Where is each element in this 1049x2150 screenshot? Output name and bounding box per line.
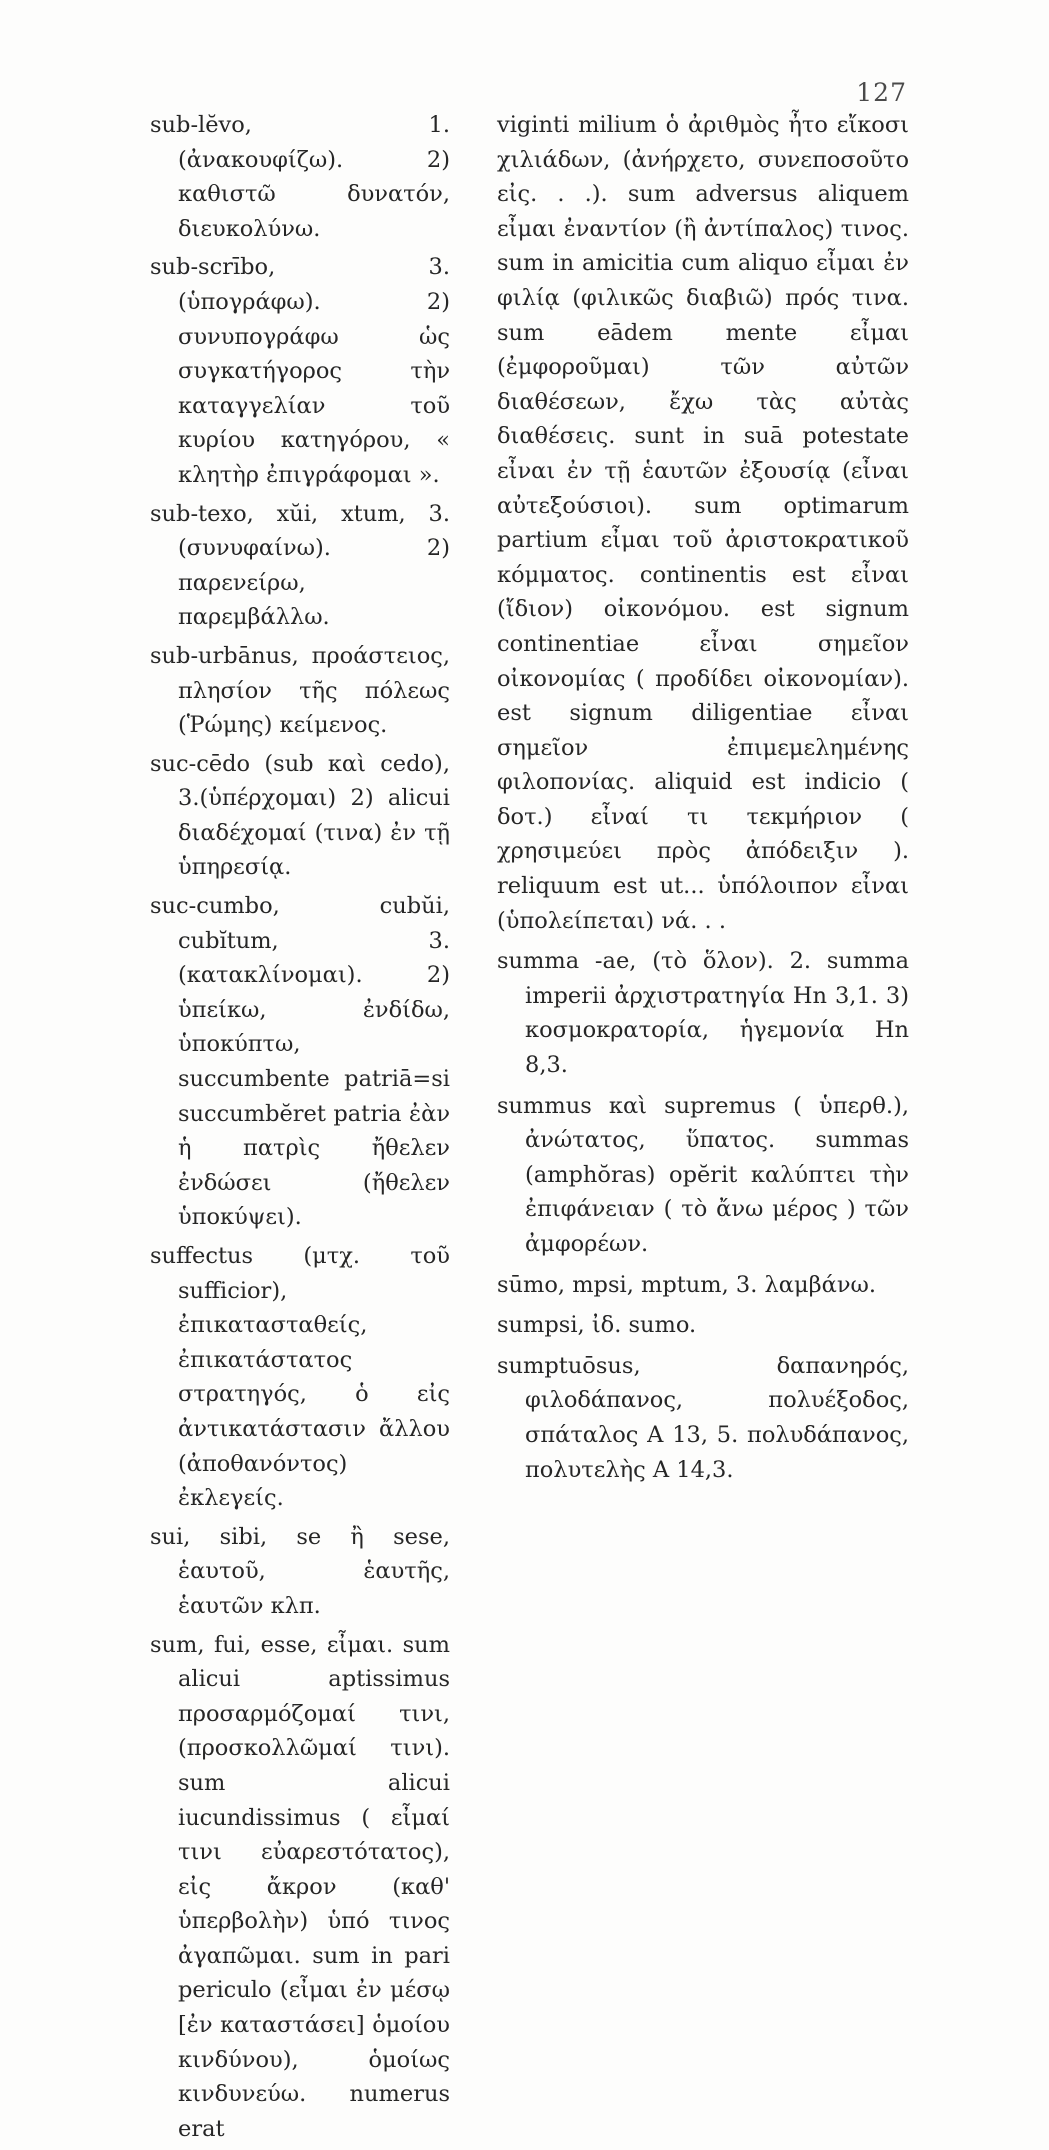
dictionary-entry-continuation: viginti milium ὁ ἀριθμὸς ἦτο εἴκοσι χιλιάδων, (ἀνήρχετο, συνεποσοῦτο εἰς. . .). sum adversus aliquem εἶμαι ἐναντίον (ἢ ἀντίπαλος) τινος. sum in amicitia cum aliquo εἶμαι ἐν φιλίᾳ (φιλικῶς διαβιῶ) πρός τινα. sum eādem mente εἶμαι (ἐμφοροῦμαι) τῶν αὐτῶν διαθέσεων, ἔχω τὰς αὐτὰς διαθέσεις. sunt in suā potestate εἶναι ἐν τῇ ἑαυτῶν ἐξουσίᾳ (εἶναι αὐτεξούσιοι). sum optimarum partium εἶμαι τοῦ ἀριστοκρατικοῦ κόμματος. continentis est εἶναι (ἴδιον) οἰκονόμου. est signum continentiae εἶναι σημεῖον οἰκονομίας ( προδίδει οἰκονομίαν). est signum diligentiae εἶναι σημεῖον ἐπιμεμελημένης φιλοπονίας. aliquid est indicio ( δοτ.) εἶναί τι τεκμήριον ( χρησιμεύει πρὸς ἀπόδειξιν ). reliquum est ut... ὑπόλοιπον εἶναι (ὑπολείπεται) νά. . . xyxy=(497,112,909,934)
dictionary-entry: sūmo, mpsi, mptum, 3. λαμβάνω. xyxy=(497,1271,876,1298)
dictionary-entry: suc-cumbo, cubŭi, cubĭtum, 3. (κατακλίνομαι). 2) ὑπείκω, ἐνδίδω, ὑποκύπτω, succumbente patriā=si succumbĕret patria ἐὰν ἡ πατρὶς ἤθελεν ἐνδώσει (ἤθελεν ὑποκύψει). xyxy=(150,893,450,1231)
dictionary-entry: summus καὶ supremus ( ὑπερθ.), ἀνώτατος, ὕπατος. summas (amphŏras) opĕrit καλύπτει τὴν ἐπιφάνειαν ( τὸ ἄνω μέρος ) τῶν ἀμφορέων. xyxy=(497,1092,909,1257)
dictionary-entry: sum, fui, esse, εἶμαι. sum alicui aptissimus προσαρμόζομαί τινι, (προσκολλῶμαί τινι). sum alicui iucundissimus ( εἶμαί τινι εὐαρεστότατος), εἰς ἄκρον (καθ' ὑπερβολὴν) ὑπό τινος ἀγαπῶμαι. sum in pari periculo (εἶμαι ἐν μέσῳ [ἐν καταστάσει] ὁμοίου κινδύνου), ὁμοίως κινδυνεύω. numerus erat xyxy=(150,1631,450,2142)
dictionary-entry: sub-lĕvo, 1. (ἀνακουφίζω). 2) καθιστῶ δυνατόν, διευκολύνω. xyxy=(150,112,450,242)
right-column xyxy=(497,108,909,1493)
dictionary-entry: suffectus (μτχ. τοῦ sufficior), ἐπικατασταθείς, ἐπικατάστατος στρατηγός, ὁ εἰς ἀντικατάστασιν ἄλλου (ἀποθανόντος) ἐκλεγείς. xyxy=(150,1243,450,1512)
dictionary-entry: sumpsi, ἰδ. sumo. xyxy=(497,1312,697,1339)
dictionary-entry: suc-cēdo (sub καὶ cedo), 3.(ὑπέρχομαι) 2) alicui διαδέχομαί (τινα) ἐν τῇ ὑπηρεσίᾳ. xyxy=(150,750,450,881)
dictionary-entry: sumptuōsus, δαπανηρός, φιλοδάπανος, πολυέξοδος, σπάταλος A 13, 5. πολυδάπανος, πολυτελὴς A 14,3. xyxy=(497,1352,909,1483)
page-number: 127 xyxy=(856,78,907,107)
dictionary-entry: sui, sibi, se ἢ sese, ἑαυτοῦ, ἑαυτῆς, ἑαυτῶν κλπ. xyxy=(150,1523,450,1619)
dictionary-entry: sub-texo, xŭi, xtum, 3. (συνυφαίνω). 2) παρενείρω, παρεμβάλλω. xyxy=(150,500,450,631)
dictionary-entry: sub-scrībo, 3. (ὑπογράφω). 2) συνυπογράφω ὡς συγκατήγορος τὴν καταγγελίαν τοῦ κυρίου κατηγόρου, « κλητὴρ ἐπιγράφομαι ». xyxy=(150,254,450,488)
dictionary-entry: summa -ae, (τὸ ὅλον). 2. summa imperii ἀρχιστρατηγία Hn 3,1. 3) κοσμοκρατορία, ἡγεμονία Hn 8,3. xyxy=(497,948,909,1079)
left-column xyxy=(150,108,450,2150)
dictionary-entry: sub-urbānus, προάστειος, πλησίον τῆς πόλεως (Ῥώμης) κείμενος. xyxy=(150,642,450,739)
